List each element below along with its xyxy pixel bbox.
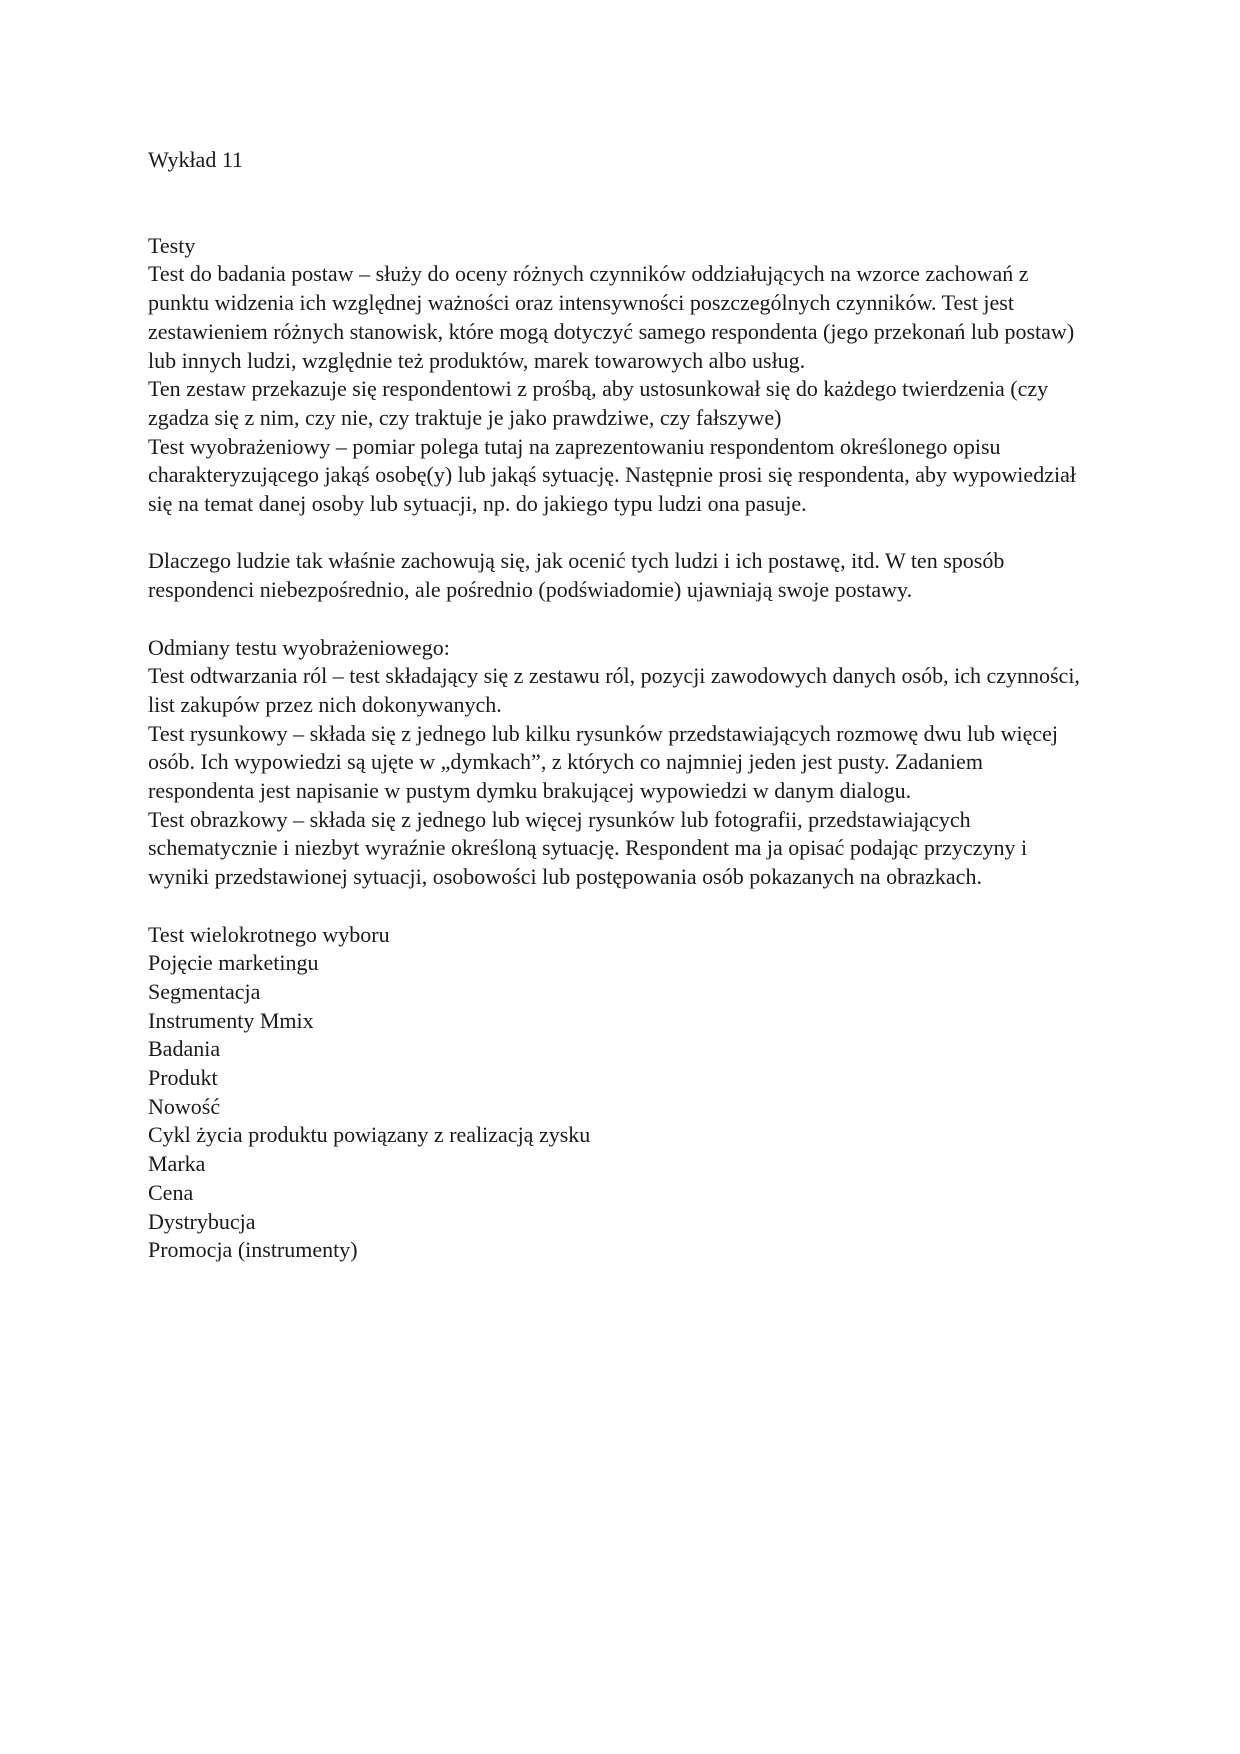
- list-item: Pojęcie marketingu: [148, 950, 319, 976]
- list-item: Badania: [148, 1036, 221, 1062]
- variants-heading: Odmiany testu wyobrażeniowego:: [148, 634, 450, 660]
- list-item: Cykl życia produktu powiązany z realizacją zysku: [148, 1122, 591, 1148]
- section-heading: Testy: [148, 232, 196, 258]
- list-item: Segmentacja: [148, 978, 261, 1004]
- paragraph-spacer: [148, 519, 1088, 548]
- paragraph-dlaczego: Dlaczego ludzie tak właśnie zachowują się, jak ocenić tych ludzi i ich postawę, itd. W ten sposób respondenci niebezpośrednio, ale pośrednio (podświadomie) ujawniają swoje postawy.: [148, 548, 1005, 603]
- paragraph-zestaw: Ten zestaw przekazuje się respondentowi z prośbą, aby ustosunkował się do każdego twierdzenia (czy zgadza się z nim, czy nie, czy traktuje je jako prawdziwe, czy fałszywe): [148, 376, 1049, 430]
- document-page: [148, 146, 1088, 1265]
- variant-rysunkowy: Test rysunkowy – składa się z jednego lub kilku rysunków przedstawiających rozmowę dwu lub więcej osób. Ich wypowiedzi są ujęte w „dymkach”, z których co najmniej jeden jest pusty. Zadaniem respondenta jest napisanie w pustym dymku brakującej wypowiedzi w danym dialogu.: [148, 720, 1059, 804]
- list-item: Produkt: [148, 1065, 218, 1091]
- paragraph-test-postaw: Test do badania postaw – służy do oceny różnych czynników oddziałujących na wzorce zachowań z punktu widzenia ich względnej ważności oraz intensywności poszczególnych czynników. Test jest zestawieniem różnych stanowisk, które mogą dotyczyć samego respondenta (jego przekonań lub postaw) lub innych ludzi, względnie też produktów, marek towarowych albo usług.: [148, 261, 1075, 373]
- list-item: Promocja (instrumenty): [148, 1237, 358, 1263]
- variant-odtwarzania-rol: Test odtwarzania ról – test składający się z zestawu ról, pozycji zawodowych danych osób, ich czynności, list zakupów przez nich dokonywanych.: [148, 663, 1080, 717]
- list-item: Dystrybucja: [148, 1208, 256, 1234]
- list-item: Test wielokrotnego wyboru: [148, 921, 390, 947]
- variant-obrazkowy: Test obrazkowy – składa się z jednego lub więcej rysunków lub fotografii, przedstawiających schematycznie i niezbyt wyraźnie określoną sytuację. Respondent ma ja opisać podając przyczyny i wyniki przedstawionej sytuacji, osobowości lub postępowania osób pokazanych na obrazkach.: [148, 806, 1028, 890]
- paragraph-spacer: [148, 892, 1088, 921]
- topics-list: [148, 921, 1088, 1265]
- list-item: Nowość: [148, 1093, 221, 1119]
- list-item: Cena: [148, 1179, 194, 1205]
- list-item: Instrumenty Mmix: [148, 1007, 314, 1033]
- document-title: Wykład 11: [148, 147, 244, 172]
- paragraph-test-wyobrazeniowy: Test wyobrażeniowy – pomiar polega tutaj na zaprezentowaniu respondentom określonego opisu charakteryzującego jakąś osobę(y) lub jakąś sytuację. Następnie prosi się respondenta, aby wypowiedział się na temat danej osoby lub sytuacji, np. do jakiego typu ludzi ona pasuje.: [148, 433, 1076, 517]
- list-item: Marka: [148, 1151, 206, 1177]
- paragraph-spacer: [148, 605, 1088, 634]
